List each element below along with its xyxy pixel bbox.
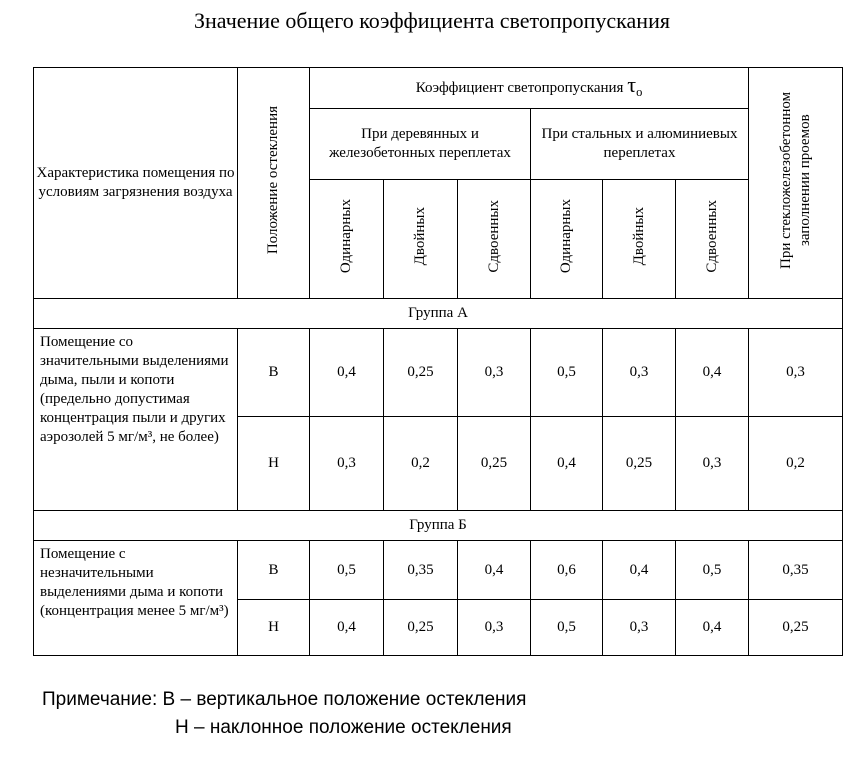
value-cell: 0,5 bbox=[676, 541, 749, 600]
value-cell: 0,25 bbox=[384, 600, 458, 656]
steel-group-header: При стальных и алюминиевых переплетах bbox=[531, 109, 749, 180]
tau-subscript: о bbox=[636, 84, 643, 99]
subcol-header bbox=[458, 180, 531, 299]
subcol-header bbox=[676, 180, 749, 299]
value-cell: 0,4 bbox=[310, 600, 384, 656]
subcol-label: Одинарных bbox=[558, 198, 574, 274]
value-cell: 0,4 bbox=[676, 600, 749, 656]
value-cell: 0,5 bbox=[310, 541, 384, 600]
value-cell: 0,3 bbox=[458, 329, 531, 417]
position-cell: В bbox=[238, 329, 310, 417]
value-cell: 0,4 bbox=[676, 329, 749, 417]
group-b-description: Помещение с незначительными выделениями дыма и копоти (концентрация менее 5 мг/м³) bbox=[34, 541, 238, 656]
footnote-line-1: Примечание: В – вертикальное положение остекления bbox=[42, 689, 527, 710]
value-cell: 0,3 bbox=[749, 329, 843, 417]
subcol-label: Сдвоенных bbox=[703, 199, 720, 273]
value-cell: 0,3 bbox=[310, 417, 384, 511]
value-cell: 0,3 bbox=[603, 600, 676, 656]
value-cell: 0,4 bbox=[310, 329, 384, 417]
subcol-label: Двойных bbox=[630, 206, 647, 266]
value-cell: 0,35 bbox=[384, 541, 458, 600]
value-cell: 0,2 bbox=[384, 417, 458, 511]
position-header-label: Положение остекления bbox=[265, 105, 281, 255]
value-cell: 0,4 bbox=[531, 417, 603, 511]
value-cell: 0,25 bbox=[384, 329, 458, 417]
value-cell: 0,3 bbox=[676, 417, 749, 511]
page-title: Значение общего коэффициента светопропускания bbox=[194, 8, 670, 33]
value-cell: 0,2 bbox=[749, 417, 843, 511]
glassblock-header-label: При стекложелезобетонном заполнении проемов bbox=[777, 91, 813, 269]
group-a-description: Помещение со значительными выделениями дыма, пыли и копоти (предельно допустимая концентрация пыли и других аэрозолей 5 мг/м³, не более) bbox=[34, 329, 238, 511]
group-b-label: Группа Б bbox=[34, 511, 843, 541]
footnote-line-2: Н – наклонное положение остекления bbox=[175, 717, 512, 738]
group-a-label: Группа А bbox=[34, 299, 843, 329]
value-cell: 0,4 bbox=[458, 541, 531, 600]
value-cell: 0,4 bbox=[603, 541, 676, 600]
glassblock-header bbox=[749, 68, 843, 299]
value-cell: 0,25 bbox=[749, 600, 843, 656]
subcol-header bbox=[603, 180, 676, 299]
characteristic-header: Характеристика помещения по условиям загрязнения воздуха bbox=[34, 68, 238, 299]
position-cell: В bbox=[238, 541, 310, 600]
value-cell: 0,25 bbox=[603, 417, 676, 511]
subcol-label: Сдвоенных bbox=[485, 199, 502, 273]
value-cell: 0,3 bbox=[603, 329, 676, 417]
subcol-header bbox=[384, 180, 458, 299]
coefficient-header bbox=[310, 68, 749, 109]
coefficient-table bbox=[33, 67, 843, 656]
value-cell: 0,5 bbox=[531, 600, 603, 656]
position-header bbox=[238, 68, 310, 299]
value-cell: 0,3 bbox=[458, 600, 531, 656]
position-cell: Н bbox=[238, 417, 310, 511]
subcol-header bbox=[310, 180, 384, 299]
footnote bbox=[42, 686, 526, 742]
wood-group-header: При деревянных и железобетонных переплетах bbox=[310, 109, 531, 180]
subcol-label: Одинарных bbox=[338, 198, 354, 274]
value-cell: 0,25 bbox=[458, 417, 531, 511]
position-cell: Н bbox=[238, 600, 310, 656]
subcol-header bbox=[531, 180, 603, 299]
tau-symbol: τ bbox=[627, 71, 637, 97]
value-cell: 0,5 bbox=[531, 329, 603, 417]
coefficient-header-label: Коэффициент светопропускания bbox=[415, 79, 624, 96]
value-cell: 0,35 bbox=[749, 541, 843, 600]
value-cell: 0,6 bbox=[531, 541, 603, 600]
subcol-label: Двойных bbox=[412, 206, 428, 266]
